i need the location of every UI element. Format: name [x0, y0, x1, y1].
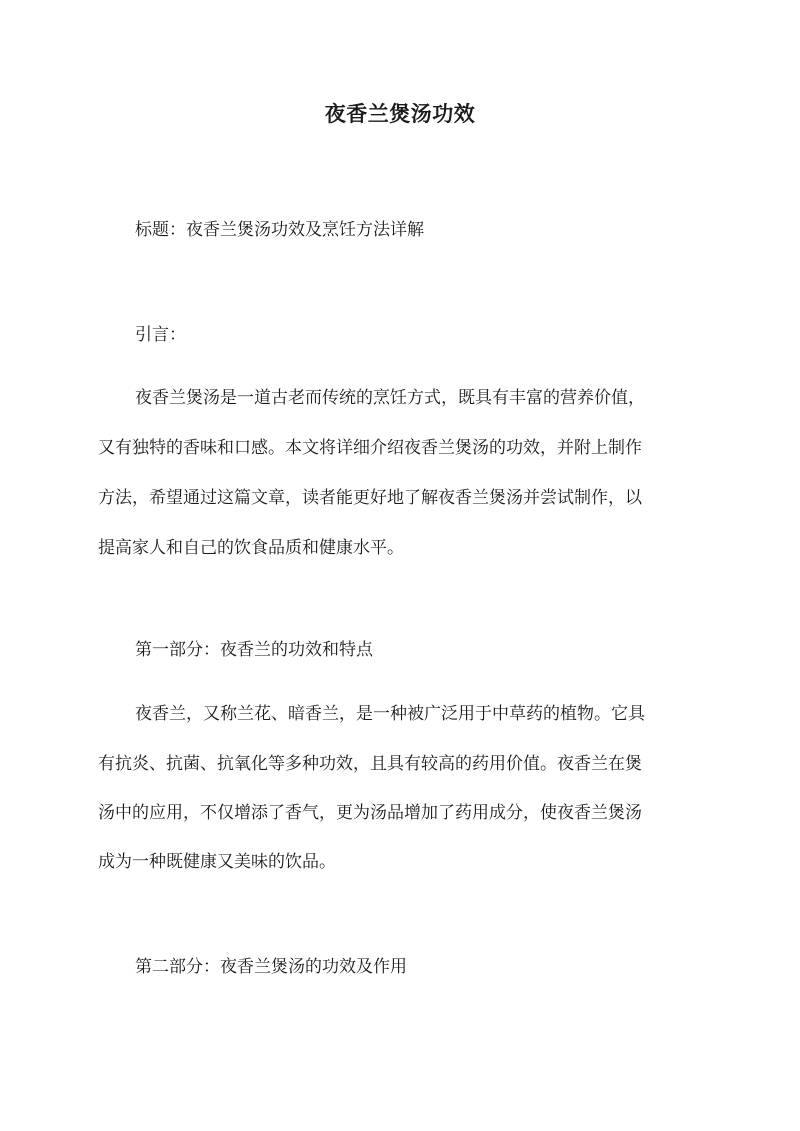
document-title: 夜香兰煲汤功效 — [324, 101, 476, 126]
intro-paragraph-line: 方法，希望通过这篇文章，读者能更好地了解夜香兰煲汤并尝试制作，以 — [98, 488, 642, 508]
intro-heading: 引言： — [135, 325, 186, 345]
intro-paragraph-line: 夜香兰煲汤是一道古老而传统的烹饪方式，既具有丰富的营养价值， — [135, 388, 645, 408]
intro-paragraph-line: 又有独特的香味和口感。本文将详细介绍夜香兰煲汤的功效，并附上制作 — [98, 438, 642, 458]
section1-paragraph-line: 成为一种既健康又美味的饮品。 — [98, 852, 336, 872]
section2-heading: 第二部分：夜香兰煲汤的功效及作用 — [135, 957, 407, 977]
section1-paragraph-line: 有抗炎、抗菌、抗氧化等多种功效，且具有较高的药用价值。夜香兰在煲 — [98, 754, 642, 774]
section1-paragraph-line: 夜香兰，又称兰花、暗香兰，是一种被广泛用于中草药的植物。它具 — [135, 704, 645, 724]
section1-paragraph-line: 汤中的应用，不仅增添了香气，更为汤品增加了药用成分，使夜香兰煲汤 — [98, 803, 642, 823]
subtitle-line: 标题：夜香兰煲汤功效及烹饪方法详解 — [135, 220, 424, 240]
section1-heading: 第一部分：夜香兰的功效和特点 — [135, 640, 373, 660]
intro-paragraph-line: 提高家人和自己的饮食品质和健康水平。 — [98, 538, 404, 558]
